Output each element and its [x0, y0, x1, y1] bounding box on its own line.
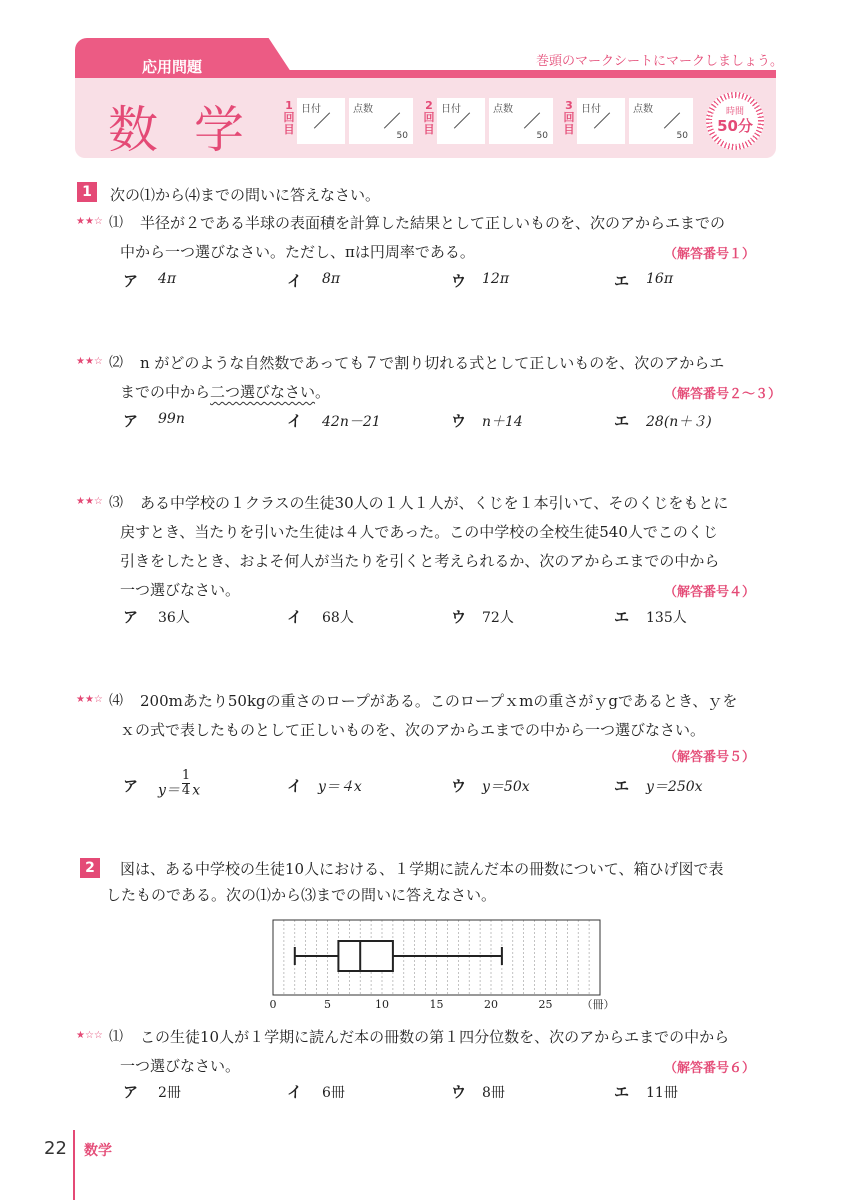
- fraction: [182, 769, 190, 798]
- fraction-prefix: y＝: [158, 782, 180, 799]
- choice-key: ア: [123, 412, 139, 430]
- question-number: ⑷: [109, 693, 123, 709]
- date-label: 日付: [581, 104, 601, 115]
- tick-label: 10: [375, 998, 389, 1010]
- choice-key: エ: [614, 777, 630, 795]
- choice-key: ア: [123, 608, 139, 626]
- choice-value[interactable]: n＋14: [482, 414, 523, 430]
- choice-value[interactable]: 12π: [482, 271, 510, 287]
- question-text: 中から一つ選びなさい。ただし、πは円周率である。: [120, 243, 475, 261]
- section-label: 応用問題: [142, 58, 203, 76]
- question-number: ⑶: [109, 495, 123, 511]
- date-box[interactable]: [437, 98, 485, 144]
- question-text: 引きをしたとき、およそ何人が当たりを引くと考えられるか、次のアからエまでの中から: [120, 552, 720, 570]
- question-text: ある中学校の１クラスの生徒30人の１人１人が、くじを１本引いて、そのくじをもとに: [140, 494, 729, 512]
- choice-value[interactable]: 42n－21: [322, 414, 381, 430]
- round-label: 2回目: [423, 99, 435, 136]
- score-label: 点数: [493, 104, 513, 115]
- fraction-denominator: 4: [181, 783, 191, 798]
- plot-marks: [295, 941, 502, 971]
- footer-divider: [73, 1130, 75, 1200]
- header-rule: [280, 70, 776, 78]
- choice-key: エ: [614, 1083, 630, 1101]
- choice-value[interactable]: y＝４x: [318, 779, 362, 795]
- date-box[interactable]: [577, 98, 625, 144]
- choice-value[interactable]: [158, 768, 201, 805]
- problem-text: 図は、ある中学校の生徒10人における、１学期に読んだ本の冊数について、箱ひげ図で表: [120, 860, 724, 878]
- tick-label: 5: [324, 998, 331, 1010]
- choice-value[interactable]: 8π: [322, 271, 341, 287]
- fraction-numerator: 1: [181, 768, 191, 783]
- question-text: n がどのような自然数であっても７で割り切れる式として正しいものを、次のアからエ: [140, 354, 725, 372]
- plot-ticks: [270, 998, 615, 1010]
- choice-value[interactable]: 68人: [322, 610, 354, 626]
- choice-key: イ: [287, 777, 303, 795]
- choice-key: ウ: [451, 608, 467, 626]
- difficulty-stars: ★★☆: [76, 356, 103, 367]
- question-text: 一つ選びなさい。: [120, 581, 241, 599]
- question-number: ⑴: [109, 1029, 123, 1045]
- answer-number: （解答番号１）: [664, 247, 756, 262]
- fraction-suffix: x: [192, 782, 201, 799]
- box-plot: [260, 912, 620, 1010]
- choice-value[interactable]: 8冊: [482, 1085, 505, 1101]
- date-label: 日付: [301, 104, 321, 115]
- choice-value[interactable]: 28(n＋３): [646, 414, 712, 430]
- answer-number: （解答番号２～３）: [664, 387, 782, 402]
- unit-label: （冊）: [581, 998, 615, 1010]
- choice-value[interactable]: 11冊: [646, 1085, 678, 1101]
- score-max: 50: [676, 131, 688, 141]
- score-box[interactable]: [489, 98, 553, 144]
- timer-face: [712, 98, 758, 144]
- choice-key: イ: [287, 1083, 303, 1101]
- round-label: 3回目: [563, 99, 575, 136]
- choice-key: ウ: [451, 777, 467, 795]
- choice-value[interactable]: 2冊: [158, 1085, 181, 1101]
- question-text-part: 。: [315, 383, 331, 401]
- choice-key: イ: [287, 608, 303, 626]
- header-instruction: 巻頭のマークシートにマークしましょう。: [536, 54, 784, 69]
- choice-key: ウ: [451, 272, 467, 290]
- choice-key: エ: [614, 412, 630, 430]
- choice-value[interactable]: 4π: [158, 271, 177, 287]
- difficulty-stars: ★★☆: [76, 496, 103, 507]
- choice-key: ア: [123, 1083, 139, 1101]
- iqr-box: [338, 941, 393, 971]
- page-number: 22: [44, 1138, 67, 1159]
- choice-key: ア: [123, 272, 139, 290]
- choice-key: ア: [123, 777, 139, 795]
- subject-title: 数学: [108, 101, 280, 159]
- question-text: 半径が２である半球の表面積を計算した結果として正しいものを、次のアからエまでの: [140, 214, 726, 232]
- answer-number: （解答番号６）: [664, 1061, 756, 1076]
- tick-label: 20: [484, 998, 498, 1010]
- choice-key: エ: [614, 608, 630, 626]
- tick-label: 15: [429, 998, 444, 1010]
- problem-number: 2: [80, 858, 100, 878]
- question-number: ⑴: [109, 215, 123, 231]
- question-text: 200mあたり50kgの重さのロープがある。このロープｘmの重さがｙgであるとき、ｙを: [140, 692, 738, 710]
- choice-value[interactable]: 72人: [482, 610, 514, 626]
- slash-mark: [384, 112, 400, 128]
- question-text: 一つ選びなさい。: [120, 1057, 241, 1075]
- question-text: ｘの式で表したものとして正しいものを、次のアからエまでの中から一つ選びなさい。: [120, 721, 706, 739]
- choice-value[interactable]: y＝250x: [646, 779, 703, 795]
- timer-label: 時間: [725, 107, 744, 117]
- difficulty-stars: ★★☆: [76, 694, 103, 705]
- date-box[interactable]: [297, 98, 345, 144]
- choice-key: ウ: [451, 1083, 467, 1101]
- slash-mark: [664, 112, 680, 128]
- score-label: 点数: [353, 104, 373, 115]
- tick-label: 25: [538, 998, 553, 1010]
- round-label: 1回目: [283, 99, 295, 136]
- choice-key: ウ: [451, 412, 467, 430]
- slash-mark: [524, 112, 540, 128]
- choice-key: エ: [614, 272, 630, 290]
- choice-value[interactable]: 6冊: [322, 1085, 345, 1101]
- score-box[interactable]: [629, 98, 693, 144]
- footer-subject: 数学: [84, 1143, 112, 1159]
- choice-value[interactable]: y＝50x: [482, 779, 530, 795]
- choice-value[interactable]: 99n: [158, 411, 185, 427]
- question-number: ⑵: [109, 355, 123, 371]
- choice-key: イ: [287, 412, 303, 430]
- difficulty-stars: ★★☆: [76, 216, 103, 227]
- question-text: この生徒10人が１学期に読んだ本の冊数の第１四分位数を、次のアからエまでの中から: [140, 1028, 730, 1046]
- question-text: [120, 381, 330, 402]
- difficulty-stars: ★☆☆: [76, 1030, 103, 1041]
- problem-intro: 次の⑴から⑷までの問いに答えなさい。: [110, 186, 381, 204]
- answer-number: （解答番号４）: [664, 585, 756, 600]
- question-text-part: までの中から: [120, 383, 211, 401]
- plot-grid: [284, 920, 589, 995]
- answer-number: （解答番号５）: [664, 750, 756, 765]
- problem-text: したものである。次の⑴から⑶までの問いに答えなさい。: [106, 886, 497, 904]
- question-text: 戻すとき、当たりを引いた生徒は４人であった。この中学校の全校生徒540人でこのくじ: [120, 523, 718, 541]
- date-label: 日付: [441, 104, 461, 115]
- choice-value[interactable]: 36人: [158, 610, 190, 626]
- choice-value[interactable]: 16π: [646, 271, 674, 287]
- choice-value[interactable]: 135人: [646, 610, 687, 626]
- choice-key: イ: [287, 272, 303, 290]
- emphasis-text: 二つ選びなさい: [210, 383, 316, 401]
- problem-number: 1: [77, 182, 97, 202]
- tick-label: 0: [269, 998, 277, 1010]
- score-label: 点数: [633, 104, 653, 115]
- timer-value: 50分: [717, 117, 753, 135]
- score-max: 50: [396, 131, 408, 141]
- score-max: 50: [536, 131, 548, 141]
- score-box[interactable]: [349, 98, 413, 144]
